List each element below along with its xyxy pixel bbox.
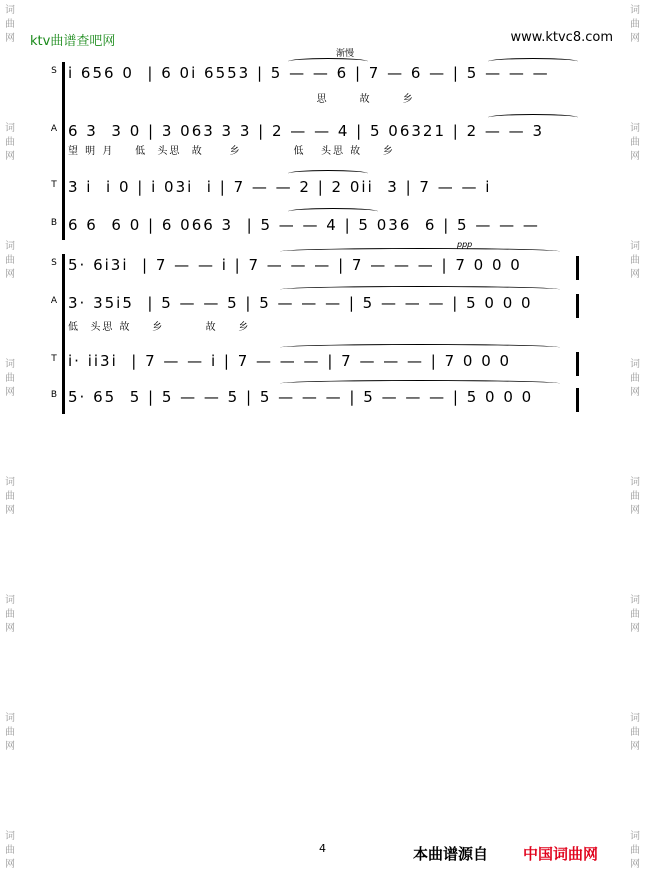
watermark-char: 网 [5,741,15,752]
tie-mark [280,286,560,293]
staff-tenor [48,176,588,204]
final-barline [576,256,579,280]
tempo-mark: 渐慢 [336,49,355,59]
watermark-char: 词 [5,595,15,606]
watermark-char: 词 [5,831,15,842]
voice-label: A [50,124,58,134]
watermark-char: 词 [5,123,15,134]
staff-lyrics: 低 头思 故 乡 故 乡 [68,322,251,333]
staff-notes: 3· 35i5 | 5 — — 5 | 5 — — — | 5 — — — | 5 0 0 0 [68,294,533,312]
staff-lyrics: 望 明 月 低 头思 故 乡 低 头思 故 乡 [68,146,395,157]
watermark-char: 曲 [5,255,15,266]
voice-label: T [51,354,57,364]
watermark-char: 曲 [630,491,640,502]
watermark-char: 词 [5,241,15,252]
watermark-char: 网 [5,623,15,634]
score-system-1 [48,62,588,240]
staff-notes: 5· 65 5 | 5 — — 5 | 5 — — — | 5 — — — | 5 0 0 0 [68,388,534,406]
staff-notes: 5· 6i3i | 7 — — i | 7 — — — | 7 — — — | 7 0 0 0 [68,256,522,274]
watermark-char: 词 [630,123,640,134]
watermark-char: 网 [630,741,640,752]
voice-label: S [51,258,57,268]
watermark-char: 曲 [5,727,15,738]
dynamic-mark: ppp [457,240,473,249]
watermark-char: 曲 [630,845,640,856]
staff-tenor [48,350,588,378]
watermark-char: 网 [630,269,640,280]
tie-mark [488,114,578,121]
staff-alto [48,292,588,333]
tie-mark [280,248,560,255]
watermark-char: 词 [5,713,15,724]
staff-bass [48,386,588,414]
watermark-char: 网 [630,33,640,44]
page-number: 4 [319,842,326,855]
page-header [0,0,645,60]
watermark-char: 词 [5,359,15,370]
watermark-char: 网 [630,623,640,634]
staff-bass [48,214,588,242]
watermark-char: 曲 [630,19,640,30]
watermark-char: 曲 [630,255,640,266]
watermark-char: 网 [630,505,640,516]
score-system-2 [48,254,588,414]
staff-notes: 3 i i 0 | i 03i i | 7 — — 2 | 2 0ii 3 | 7 — — i [68,178,492,196]
staff-notes: i· ii3i | 7 — — i | 7 — — — | 7 — — — | 7 0 0 0 [68,352,512,370]
staff-soprano [48,62,588,105]
final-barline [576,294,579,318]
watermark-char: 曲 [5,137,15,148]
tie-mark [288,58,368,65]
watermark-char: 词 [630,5,640,16]
site-url-right[interactable]: www.ktvc8.com [510,30,613,45]
tie-mark [488,58,578,65]
watermark-char: 网 [5,387,15,398]
watermark-right [627,0,643,891]
source-site-link[interactable]: 中国词曲网 [523,845,599,863]
voice-label: T [51,180,57,190]
watermark-left [2,0,18,891]
watermark-char: 词 [630,359,640,370]
tie-mark [280,344,560,351]
watermark-char: 曲 [630,727,640,738]
voice-label: S [51,66,57,76]
watermark-char: 曲 [630,373,640,384]
watermark-char: 曲 [5,19,15,30]
watermark-char: 网 [630,859,640,870]
site-name-left[interactable]: ktv曲谱查吧网 [30,34,116,49]
staff-alto [48,120,588,157]
watermark-char: 曲 [5,845,15,856]
tie-mark [288,208,378,215]
watermark-char: 词 [630,241,640,252]
watermark-char: 词 [630,477,640,488]
watermark-char: 曲 [630,609,640,620]
voice-label: B [50,218,58,228]
staff-soprano [48,254,588,282]
watermark-char: 网 [5,33,15,44]
watermark-char: 词 [630,831,640,842]
staff-notes: 6 6 6 0 | 6 066 3 | 5 — — 4 | 5 036 6 | 5 — — — [68,216,540,234]
staff-lyrics: 思 故 乡 [68,94,415,105]
watermark-char: 网 [630,387,640,398]
tie-mark [280,380,560,387]
watermark-char: 网 [5,151,15,162]
final-barline [576,352,579,376]
watermark-char: 词 [5,5,15,16]
voice-label: A [50,296,58,306]
staff-notes: 6 3 3 0 | 3 063 3 3 | 2 — — 4 | 5 06321 | 2 — — 3 [68,122,544,140]
watermark-char: 曲 [5,373,15,384]
source-label: 本曲谱源自 [413,845,489,863]
watermark-char: 网 [5,269,15,280]
watermark-char: 词 [630,595,640,606]
watermark-char: 曲 [5,609,15,620]
watermark-char: 曲 [630,137,640,148]
watermark-char: 网 [5,505,15,516]
watermark-char: 网 [5,859,15,870]
staff-notes: i 656 0 | 6 0i 6553 | 5 — — 6 | 7 — 6 — | 5 — — — [68,64,550,82]
watermark-char: 词 [5,477,15,488]
voice-label: B [50,390,58,400]
tie-mark [288,170,368,177]
watermark-char: 曲 [5,491,15,502]
final-barline [576,388,579,412]
watermark-char: 网 [630,151,640,162]
watermark-char: 词 [630,713,640,724]
